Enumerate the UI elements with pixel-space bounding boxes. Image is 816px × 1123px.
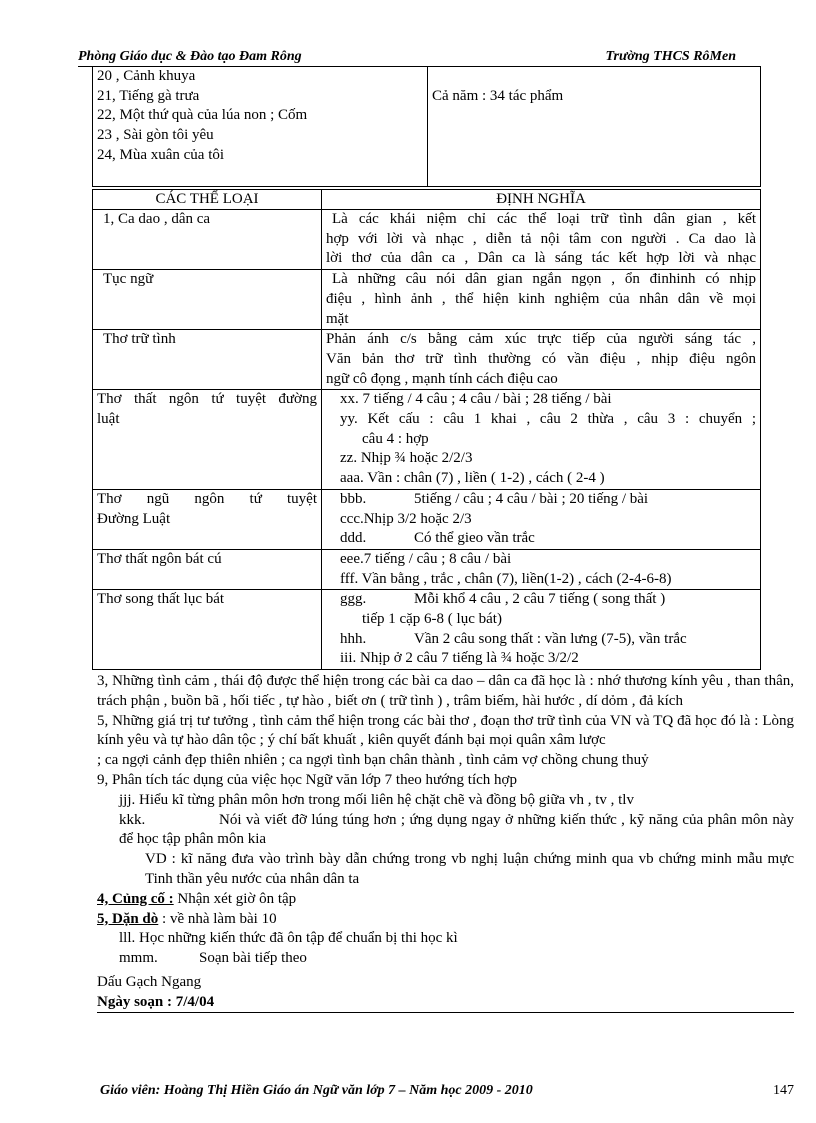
- genre-cell: Thơ trữ tình: [93, 330, 322, 390]
- example-vd: VD : kĩ năng đưa vào trình bày dẫn chứng trong vb nghị luận chứng minh qua vb chứng minh mẫu mực Tinh thần yêu nước của nhân dân ta: [145, 851, 794, 887]
- definition-cell: ggg. Mỗi khổ 4 câu , 2 câu 7 tiếng ( song thất ) tiếp 1 cặp 6-8 ( lục bát) hhh. Vần 2 câu song thất : vần lưng (7-5), vần trắc iii. Nhịp ở 2 câu 7 tiếng là ¾ hoặc 3/2/2: [322, 590, 761, 670]
- genre-table: [92, 189, 761, 670]
- next-lesson-title: Dấu Gạch Ngang: [97, 973, 202, 990]
- prep-date: Ngày soạn : 7/4/04: [97, 993, 215, 1010]
- list-item-jjj: jjj. Hiểu kĩ từng phân môn hơn trong mối liên hệ chặt chẽ và đồng bộ giữa vh , tv , tlv: [119, 791, 634, 808]
- table-row: [93, 270, 761, 330]
- definition-cell: xx. 7 tiếng / 4 câu ; 4 câu / bài ; 28 tiếng / bài yy. Kết cấu : câu 1 khai , câu 2 thừa , câu 3 : chuyển ; câu 4 : hợp zz. Nhịp ¾ hoặc 2/2/3 aaa. Vần : chân (7) , liền ( 1-2) , cách ( 2-4 ): [322, 390, 761, 490]
- paragraph-3: 3, Những tình cảm , thái độ được thể hiện trong các bài ca dao – dân ca đã học là : nhớ thương kính yêu , than thân, trách phận , buồn bã , hối tiếc , tự hào , biết ơn ( trữ tình ) , trâm biếm, hài hước , dí dỏm , đả kích: [97, 673, 794, 709]
- list-item-kkk: kkk. Nói và viết đỡ lúng túng hơn ; ứng dụng ngay ở những kiến thức , kỹ năng của phân môn này để học tập phân môn kia: [119, 811, 794, 848]
- page-number: 147: [773, 1083, 794, 1098]
- list-item-lll: lll. Học những kiến thức đã ôn tập để chuẩn bị thi học kì: [119, 930, 458, 947]
- table-row: [93, 390, 761, 490]
- genre-cell: 1, Ca dao , dân ca: [93, 210, 322, 270]
- homework: 5, Dặn dò : về nhà làm bài 10: [97, 910, 277, 927]
- header-left: Phòng Giáo dục & Đào tạo Đam Rông: [78, 49, 302, 64]
- paragraph-9: 9, Phân tích tác dụng của việc học Ngữ văn lớp 7 theo hướng tích hợp: [97, 771, 517, 788]
- consolidation: 4, Củng cố : Nhận xét giờ ôn tập: [97, 890, 297, 907]
- footer-left: Giáo viên: Hoàng Thị Hiền Giáo án Ngữ văn lớp 7 – Năm học 2009 - 2010: [100, 1083, 533, 1098]
- definition-cell: Phản ánh c/s bằng cảm xúc trực tiếp của người sáng tác , Văn bản thơ trữ tình thường có vần điệu , nhịp điệu ngôn ngữ cô đọng , mạnh tính cách điệu cao: [322, 330, 761, 390]
- table-row: [93, 489, 761, 549]
- table-row: [93, 549, 761, 589]
- list-item: 21, Tiếng gà trưa: [97, 87, 200, 104]
- list-item: 20 , Cảnh khuya: [97, 68, 196, 84]
- table-row: [93, 210, 761, 270]
- works-list-cell: [93, 67, 428, 187]
- paragraph-5-continued: ; ca ngợi cảnh đẹp thiên nhiên ; ca ngợi tình bạn chân thành , tình cảm vợ chồng chung thuỷ: [97, 752, 649, 769]
- list-item-mmm: mmm. Soạn bài tiếp theo: [119, 950, 307, 967]
- list-item: 24, Mùa xuân của tôi: [97, 146, 225, 163]
- genre-cell: Tục ngữ: [93, 270, 322, 330]
- works-total-cell: [428, 67, 761, 187]
- genre-cell: Thơ thất ngôn bát cú: [93, 549, 322, 589]
- table-row: [93, 330, 761, 390]
- list-item: 23 , Sài gòn tôi yêu: [97, 127, 214, 144]
- genre-cell: Thơ ngũ ngôn tứ tuyệt Đường Luật: [93, 489, 322, 549]
- works-list-table: [92, 66, 761, 187]
- works-total: Cả năm : 34 tác phẩm: [432, 88, 564, 104]
- page-header: [78, 49, 736, 67]
- table-row: [93, 590, 761, 670]
- genre-cell: Thơ thất ngôn tứ tuyệt đường luật: [93, 390, 322, 490]
- divider: [97, 1012, 794, 1013]
- header-right: Trường THCS RôMen: [605, 49, 736, 64]
- lesson-body: [97, 672, 794, 1013]
- definition-cell: Là các khái niệm chỉ các thể loại trữ tình dân gian , kết hợp với lời và nhạc , diễn tả nội tâm con người . Ca dao là lời thơ của dân ca , Dân ca là sáng tác kết hợp lời và nhạc: [322, 210, 761, 270]
- page-footer: [100, 1083, 794, 1099]
- definition-cell: eee.7 tiếng / câu ; 8 câu / bài fff. Vần bằng , trắc , chân (7), liền(1-2) , cách (2-4-6-8): [322, 549, 761, 589]
- genre-cell: Thơ song thất lục bát: [93, 590, 322, 670]
- definition-cell: bbb. 5tiếng / câu ; 4 câu / bài ; 20 tiếng / bài ccc.Nhịp 3/2 hoặc 2/3 ddd. Có thể gieo vần trắc: [322, 489, 761, 549]
- col-header-definition: ĐỊNH NGHĨA: [322, 190, 761, 210]
- genre-table-header: [93, 190, 761, 210]
- col-header-genre: CÁC THỂ LOẠI: [93, 190, 322, 210]
- paragraph-5: 5, Những giá trị tư tưởng , tình cảm thể hiện trong các bài thơ , đoạn thơ trữ tình của VN và TQ đã học đó là : Lòng kính yêu và tự hào dân tộc ; ý chí bất khuất , kiên quyết đánh bại mọi quân xâm lược: [97, 712, 794, 749]
- list-item: 22, Một thứ quà của lúa non ; Cốm: [97, 107, 308, 124]
- definition-cell: Là những câu nói dân gian ngắn ngọn , ổn đinhinh có nhịp điệu , hình ảnh , thể hiện kinh nghiệm của nhân dân về mọi mặt: [322, 270, 761, 330]
